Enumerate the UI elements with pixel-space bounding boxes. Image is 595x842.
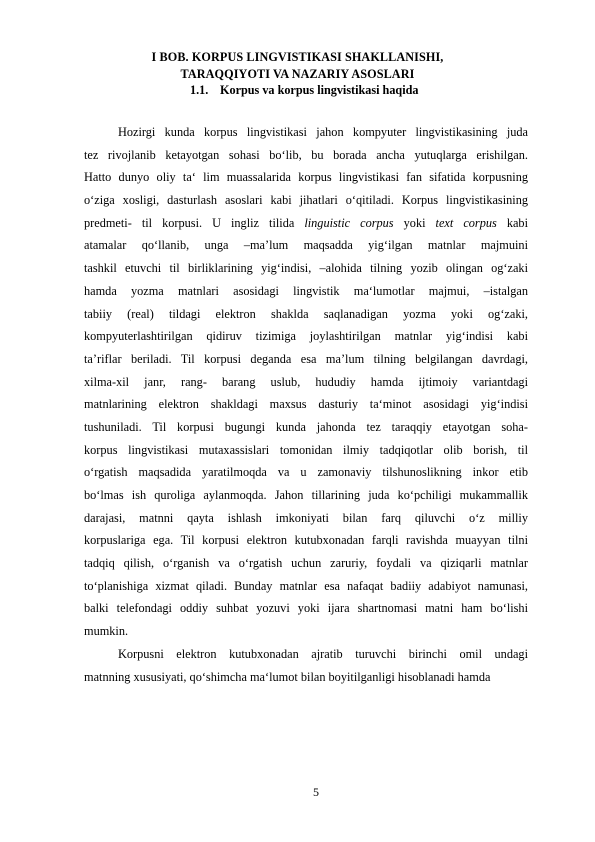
text-line: xilma-xil janr, rang- barang uslub, hududiy hamda ijtimoiy variantdagi	[84, 374, 528, 389]
text-line: ta’riflar beriladi. Til korpusi deganda esa ma’lum tilning belgilangan davrdagi,	[84, 351, 528, 366]
text-line: tez rivojlanib ketayotgan sohasi bo‘lib, bu borada ancha yutuqlarga erishilgan.	[84, 147, 528, 162]
text-line: korpus lingvistikasi mutaxassislari tomonidan ilmiy tadqiqotlar olib borish, til	[84, 442, 528, 457]
text-line-with-terms	[84, 212, 528, 235]
text-line: darajasi, matnni qayta ishlash imkoniyati bilan farq qiluvchi o‘z milliy	[84, 510, 528, 525]
term-linguistic-corpus: linguistic corpus	[304, 215, 394, 230]
section-heading	[190, 83, 418, 98]
text-line: tashkil etuvchi til birliklarining yig‘indisi, –alohida tilning yozib olingan og‘zaki	[84, 261, 528, 276]
chapter-title-line2: TARAQQIYOTI VA NAZARIY ASOSLARI	[180, 67, 415, 81]
text-line: hamda yozma matnlari asosidagi lingvistik ma‘lumotlar majmui, –istalgan	[84, 283, 528, 298]
term-text-corpus: text corpus	[435, 215, 497, 230]
text-line: matnning xususiyati, qo‘shimcha ma‘lumot bilan boyitilganligi hisoblanadi hamda	[84, 669, 491, 684]
text-segment: predmeti- til korpusi. U ingliz tilida	[84, 215, 295, 230]
text-line: tushuniladi. Til korpusi bugungi kunda jahonda tez taraqqiy etayotgan soha-	[84, 419, 528, 434]
text-line: Korpusni elektron kutubxonadan ajratib turuvchi birinchi omil undagi	[118, 646, 528, 661]
section-title: Korpus va korpus lingvistikasi haqida	[220, 83, 419, 97]
text-line: balki telefondagi oddiy suhbat yozuvi yoki ijara shartnomasi matni ham bo‘lishi	[84, 601, 528, 616]
text-line: tadqiq qilish, o‘rganish va o‘rgatish uchun zaruriy, foydali va qiziqarli matnlar	[84, 556, 528, 571]
text-segment: yoki	[403, 215, 426, 230]
body-text	[84, 121, 528, 688]
text-line: to‘planishiga xizmat qiladi. Bunday matnlar esa nafaqat badiiy adabiyot namunasi,	[84, 578, 528, 593]
section-number: 1.1.	[190, 83, 209, 97]
text-line: atamalar qo‘llanib, unga –ma’lum maqsadda yig‘ilgan matnlar majmuini	[84, 238, 528, 253]
text-line: matnlarining elektron shakldagi maxsus dasturiy ta‘minot asosidagi yig‘indisi	[84, 397, 528, 412]
text-line: kompyuterlashtirilgan qidiruv tizimiga joylashtirilgan matnlar yig‘indisi kabi	[84, 329, 528, 344]
text-line: o‘rgatish maqsadida yaratilmoqda va u zamonaviy tilshunoslikning inkor etib	[84, 465, 528, 480]
text-line: korpuslariga ega. Til korpusi elektron kutubxonadan farqli ravishda muayyan tilni	[84, 533, 528, 548]
page-number: 5	[313, 785, 319, 799]
text-line: bo‘lmas ish quroliga aylanmoqda. Jahon tillarining juda ko‘pchiligi mukammallik	[84, 488, 528, 502]
text-line: Hozirgi kunda korpus lingvistikasi jahon kompyuter lingvistikasining juda	[118, 125, 528, 139]
text-line: tabiiy (real) tildagi elektron shaklda saqlanadigan yozma yoki og‘zaki,	[84, 306, 528, 321]
text-line: o‘ziga xosligi, dasturlash asoslari kabi jihatlari o‘qitiladi. Korpus lingvistikasining	[84, 193, 528, 208]
chapter-title-line1: I BOB. KORPUS LINGVISTIKASI SHAKLLANISHI,	[151, 50, 444, 64]
text-line: mumkin.	[84, 624, 129, 639]
text-segment: kabi	[506, 215, 528, 230]
text-line: Hatto dunyo oliy ta‘ lim muassalarida korpus lingvistikasi fan sifatida korpusning	[84, 170, 528, 185]
